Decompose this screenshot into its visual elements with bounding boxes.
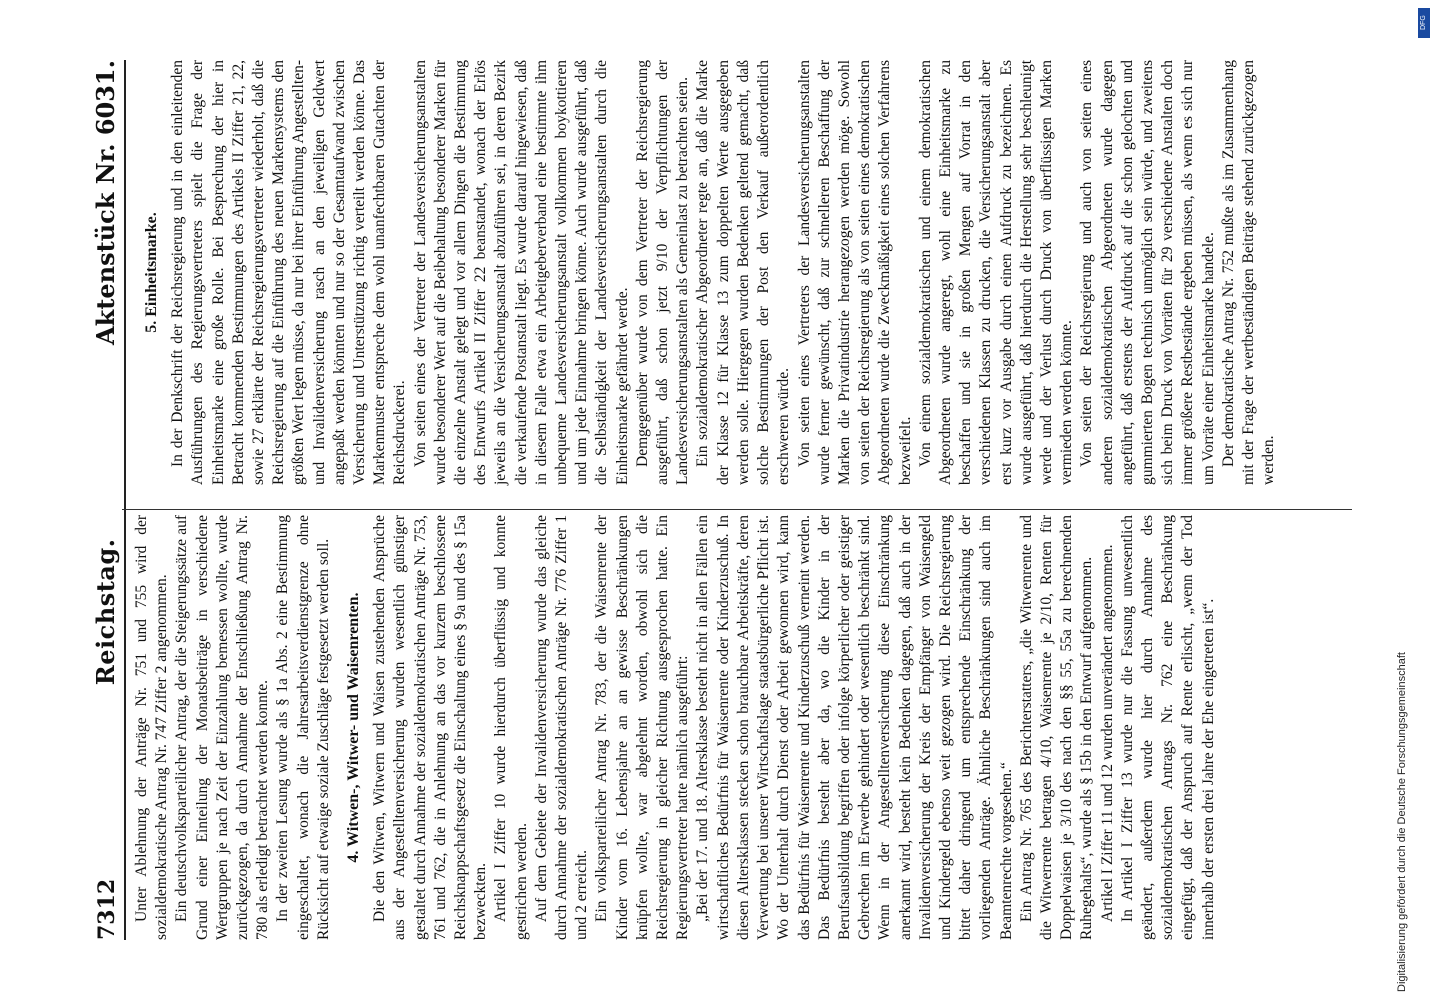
left-column — [132, 515, 1219, 940]
paragraph: Von seiten der Reichsregierung und auch von seiten eines anderen sozialdemokratischen Abgeordneten wurde dagegen angeführt, daß erstens der Aufdruck auf die schon gelochten und gummierten Bogen technisch unmöglich sein würde, und zweitens sich beim Druck von Vorräten für 29 verschiedene Anstalten doch immer größere Restbestände ergeben müssen, als wenn es sich nur um Vorräte einer Einheitsmarke handele. — [1078, 60, 1217, 485]
right-column — [132, 60, 1279, 485]
page-number: 7312 — [94, 878, 120, 940]
paragraph: Ein sozialdemokratischer Abgeordneter regte an, daß die Marke der Klasse 12 für Klasse 13 zum doppelten Werte ausgegeben werden solle. Hiergegen wurden Bedenken geltend gemacht, daß solche Bestimmungen der Post den Verkauf außerordentlich erschweren würde. — [694, 60, 793, 485]
paragraph: Unter Ablehnung der Anträge Nr. 751 und 755 wird der sozialdemokratische Antrag Nr. 747 Ziffer 2 angenommen. — [133, 515, 171, 940]
paragraph: Ein Antrag Nr. 765 des Berichterstatters, „die Witwenrente und die Witwerrente betragen 4/10, Waisenrente je 2/10, Renten für Doppelwaisen je 3/10 des nach den §§ 55, 55a zu berechnenden Ruhegehalts“, wurde als § 15b in den Entwurf aufgenommen. — [1017, 515, 1096, 940]
paragraph: Artikel I Ziffer 11 und 12 wurden unverändert angenommen. — [1098, 544, 1116, 922]
digitization-credit: Digitalisierung gefördert durch die Deutsche Forschungsgemeinschaft — [1396, 652, 1408, 992]
section-heading: 5. Einheitsmarke. — [143, 212, 160, 333]
section-heading: 4. Witwen-, Witwer- und Waisenrenten. — [345, 592, 363, 863]
paragraph: Von seiten eines der Vertreter der Landesversicherungsanstalten wurde besonderer Wert auf die Beibehaltung besonderer Marken für die einzelne Anstalt gelegt und vor allem Dingen die Bestimmung des Entwurfs Artikel II Ziffer 22 beanstandet, wonach der Erlös jeweils an die Versicherungsanstalt abzuführen sei, in deren Bezirk die verkaufende Postanstalt liegt. Es wurde darauf hingewiesen, daß in diesem Falle etwa ein Arbeitgeberverband eine bestimmte ihm unbequeme Landesversicherungsanstalt vollkommen boykottieren und um jede Einnahme bringen könne. Auch wurde ausgeführt, daß die Selbständigkeit der Landesversicherungsanstalten durch die Einheitsmarke gefährdet werde. — [411, 60, 631, 485]
paragraph: In der zweiten Lesung wurde als § 1a Abs. 2 eine Bestimmung eingeschaltet, wonach die Jahresarbeitsverdienstgrenze ohne Rücksicht auf etwaige soziale Zuschläge festgesetzt werden soll. — [274, 515, 332, 940]
document-page — [22, 0, 1402, 1000]
quote-paragraph: „Bei der 17. und 18. Altersklasse besteht nicht in allen Fällen ein wirtschaftliches Bedürfnis für Waisenrente oder Kinderzuschuß. In diesen Altersklassen stecken schon brauchbare Arbeitskräfte, deren Verwertung bei unserer Wirtschaftslage staatsbürgerliche Pflicht ist. Wo der Unterhalt durch Dienst oder Arbeit gewonnen wird, kann das Bedürfnis für Waisenrente und Kinderzuschuß verneint werden. Das Bedürfnis besteht aber da, wo die Kinder in der Berufsausbildung begriffen oder infolge körperlicher oder geistiger Gebrechen im Erwerbe gehindert oder wesentlich beschränkt sind. Wenn in der Angestelltenversicherung diese Einschränkung anerkannt wird, besteht kein Bedenken dagegen, daß auch in der Invalidenversicherung der Kreis der Empfänger von Waisengeld und Kindergeld ebenso weit gezogen wird. Die Reichsregierung bittet daher dringend um entsprechende Einschränkung der vorliegenden Anträge. Ähnliche Beschränkungen sind auch im Beamtenrechte vorgesehen.“ — [694, 515, 1015, 940]
document-number: Aktenstück Nr. 6031. — [91, 60, 120, 345]
paragraph: Ein volksparteilicher Antrag Nr. 783, der die Waisenrente der Kinder vom 16. Lebensjahre an an gewisse Beschränkungen knüpfen wollte, war abgelehnt worden, obwohl sich die Reichsregierung in gleicher Richtung ausgesprochen hatte. Ein Regierungsvertreter hatte nämlich ausgeführt: — [593, 515, 692, 940]
page-header — [80, 60, 126, 940]
paragraph: Von einem sozialdemokratischen und einem demokratischen Abgeordneten wurde angeregt, wohl eine Einheitsmarke zu beschaffen und sie in großen Mengen auf Vorrat in den verschiedenen Klassen zu drucken, die Versicherungsanstalt aber erst kurz vor Ausgabe durch einen Aufdruck zu bezeichnen. Es wurde ausgeführt, daß hierdurch die Herstellung sehr beschleunigt werde und der Verlust durch Druck von überflüssigen Marken vermieden werden könnte. — [916, 60, 1076, 485]
publication-title: Reichstag. — [91, 538, 120, 686]
paragraph: Von seiten eines Vertreters der Landesversicherungsanstalten wurde ferner gewünscht, daß zur schnelleren Beschaffung der Marken die Privatindustrie herangezogen werden möge. Sowohl von seiten der Reichsregierung als von seiten eines demokratischen Abgeordneten wurde die Zweckmäßigkeit eines solchen Verfahrens bezweifelt. — [795, 60, 914, 485]
paragraph: Demgegenüber wurde von dem Vertreter der Reichsregierung ausgeführt, daß schon jetzt 9/10 der Verpflichtungen der Landesversicherungsanstalten als Gemeinlast zu betrachten seien. — [633, 60, 692, 485]
paragraph: Auf dem Gebiete der Invalidenversicherung wurde das gleiche durch Annahme der sozialdemokratischen Anträge Nr. 776 Ziffer 1 und 2 erreicht. — [532, 515, 591, 940]
dfg-logo: DFG — [1418, 8, 1430, 38]
column-divider — [122, 509, 1352, 510]
paragraph: In der Denkschrift der Reichsregierung und in den einleitenden Ausführungen des Regierungsvertreters spielt die Frage der Einheitsmarke eine große Rolle. Bei Besprechung der hier in Betracht kommenden Bestimmungen des Artikels II Ziffer 21, 22, sowie 27 erklärte der Reichsregierungsvertreter wiederholt, daß die Reichsregierung auf die Einführung des neuen Markensystems den größten Wert legen müsse, da nur bei ihrer Einführung Angestellten- und Invalidenversicherung rasch an den jeweiligen Geldwert angepaßt werden könnten und nur so der Gesamtaufwand zwischen Versicherung und Unterstützung richtig verteilt werden könne. Das Markenmuster entspreche dem wohl unanfechtbaren Gutachten der Reichsdruckerei. — [169, 60, 409, 485]
paragraph: Ein deutschvolksparteilicher Antrag, der die Steigerungssätze auf Grund einer Einteilung der Monatsbeiträge in verschiedene Wertgruppen je nach Zeit der Einzahlung bemessen wollte, wurde zurückgezogen, da durch Annahme der Entschließung Antrag Nr. 780 als erledigt betrachtet werden konnte. — [173, 515, 272, 940]
paragraph: In Artikel I Ziffer 13 wurde nur die Fassung unwesentlich geändert, außerdem wurde hier durch Annahme des sozialdemokratischen Antrags Nr. 762 eine Beschränkung eingefügt, daß der Anspruch auf Rente erlischt, „wenn der Tod innerhalb der ersten drei Jahre der Ehe eingetreten ist“. — [1118, 515, 1217, 940]
paragraph: Die den Witwen, Witwern und Waisen zustehenden Ansprüche aus der Angestelltenversicherung wurden wesentlich günstiger gestaltet durch Annahme der sozialdemokratischen Anträge Nr. 753, 761 und 762, die in Anlehnung an das vor kurzem beschlossene Reichsknappschaftsgesetz die Einschaltung eines § 9a und des § 15a bezweckten. — [371, 515, 490, 940]
paragraph: Der demokratische Antrag Nr. 752 mußte als im Zusammenhang mit der Frage der wertbeständigen Beiträge stehend zurückgezogen werden. — [1219, 60, 1278, 485]
paragraph: Artikel I Ziffer 10 wurde hierdurch überflüssig und konnte gestrichen werden. — [492, 515, 530, 940]
